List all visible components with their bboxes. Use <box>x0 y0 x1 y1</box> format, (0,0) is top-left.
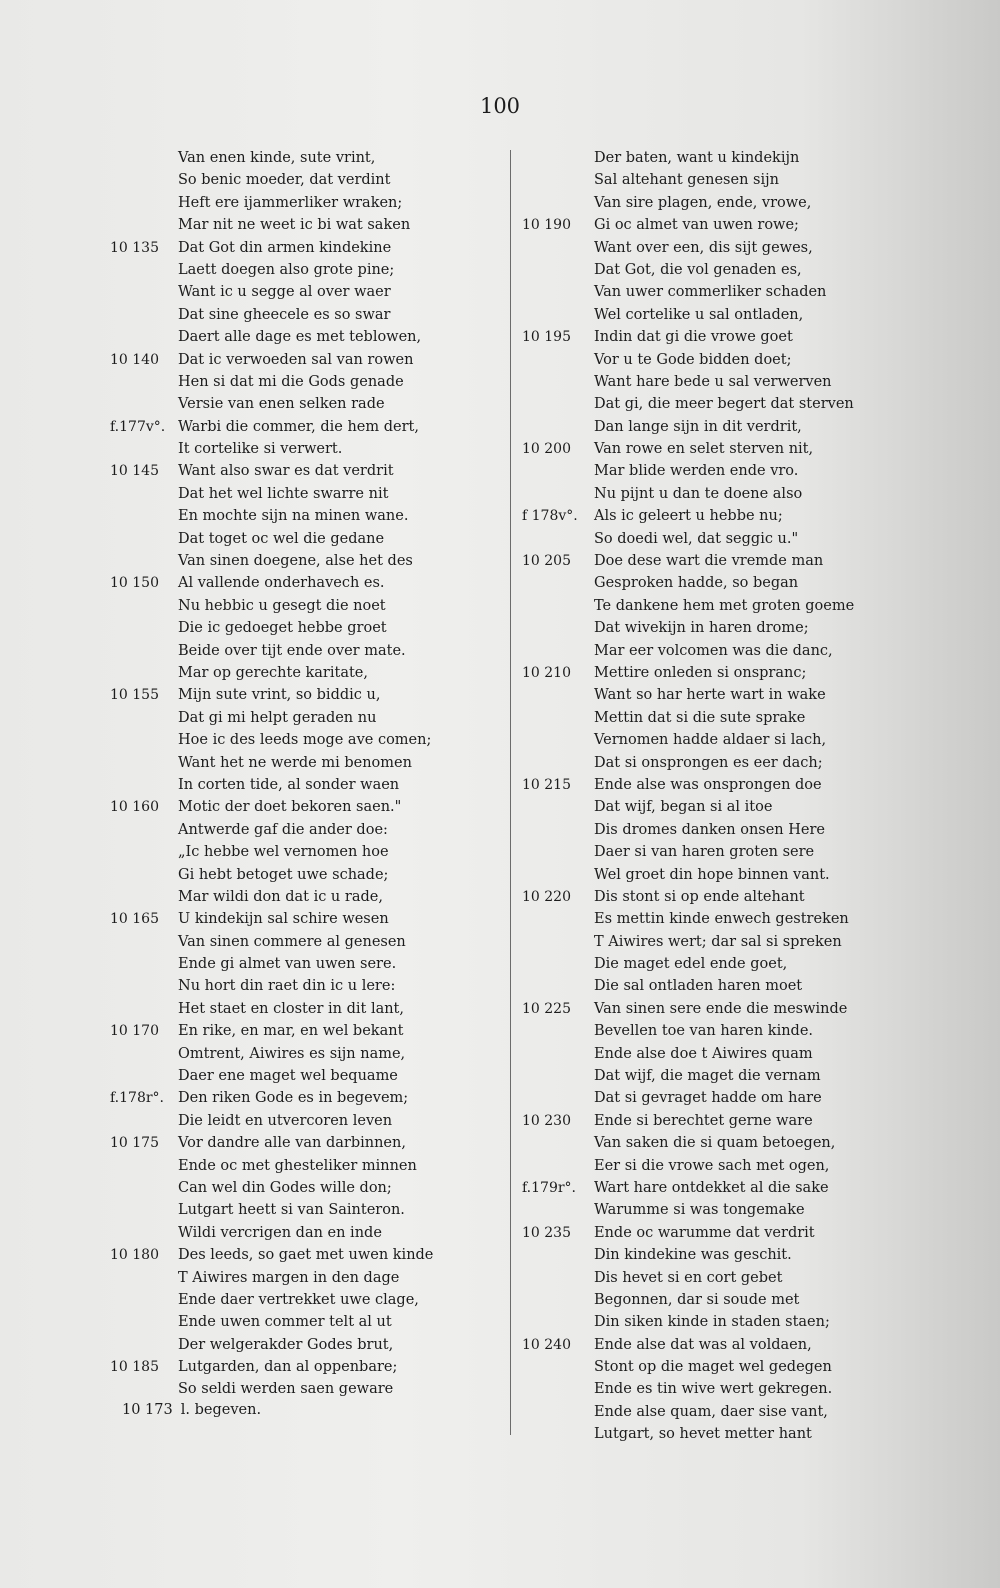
verse-line <box>522 304 887 326</box>
verse-line <box>522 819 887 841</box>
verse-text: Als ic geleert u hebbe nu; <box>594 508 783 525</box>
verse-text: Want also swar es dat verdrit <box>178 463 394 480</box>
line-number: 10 240 <box>522 1336 571 1353</box>
footnote-line-number: 10 173 <box>122 1402 173 1418</box>
verse-text: Mar eer volcomen was die danc, <box>594 642 833 659</box>
verse-text: U kindekijn sal schire wesen <box>178 911 389 928</box>
verse-line <box>110 1222 455 1244</box>
verse-text: Lutgart, so hevet metter hant <box>594 1426 812 1443</box>
line-number: 10 140 <box>110 351 159 368</box>
verse-text: Laett doegen also grote pine; <box>178 261 395 278</box>
verse-line <box>110 998 455 1020</box>
verse-line <box>522 505 887 527</box>
verse-line <box>110 214 455 236</box>
verse-text: Warumme si was tongemake <box>594 1202 805 1219</box>
verse-text: Van enen kinde, sute vrint, <box>178 150 376 166</box>
verse-text: Vernomen hadde aldaer si lach, <box>594 732 827 749</box>
verse-text: Ende daer vertrekket uwe clage, <box>178 1291 419 1308</box>
verse-text: Die sal ontladen haren moet <box>594 978 803 995</box>
verse-line <box>110 617 455 639</box>
verse-text: Daert alle dage es met teblowen, <box>178 329 422 346</box>
verse-text: Want ic u segge al over waer <box>178 284 391 301</box>
verse-line <box>110 1110 455 1132</box>
verse-line <box>522 416 887 438</box>
verse-text: Beide over tijt ende over mate. <box>178 642 406 659</box>
verse-line <box>110 953 455 975</box>
verse-text: Indin dat gi die vrowe goet <box>594 329 793 346</box>
verse-text: Want so har herte wart in wake <box>594 687 826 704</box>
verse-text: Die maget edel ende goet, <box>594 956 788 973</box>
verse-line <box>522 908 887 930</box>
verse-line <box>110 886 455 908</box>
verse-text: Din siken kinde in staden staen; <box>594 1314 830 1331</box>
verse-line <box>522 1334 887 1356</box>
line-number: 10 230 <box>522 1112 571 1129</box>
verse-text: Van sinen commere al genesen <box>178 933 406 950</box>
verse-line <box>522 595 887 617</box>
verse-line <box>522 640 887 662</box>
line-number: 10 135 <box>110 239 159 256</box>
line-number: 10 170 <box>110 1023 159 1040</box>
verse-line <box>522 1222 887 1244</box>
verse-line <box>110 304 455 326</box>
verse-text: Nu hort din raet din ic u lere: <box>178 978 396 995</box>
verse-line <box>522 774 887 796</box>
verse-text: Vor dandre alle van darbinnen, <box>178 1135 406 1152</box>
verse-line <box>522 1311 887 1333</box>
verse-line <box>110 662 455 684</box>
verse-text: Motic der doet bekoren saen." <box>178 799 402 816</box>
verse-line <box>522 752 887 774</box>
verse-text: Dat toget oc wel die gedane <box>178 530 385 547</box>
verse-line <box>110 1065 455 1087</box>
verse-text: Ende es tin wive wert gekregen. <box>594 1381 833 1398</box>
verse-line <box>522 438 887 460</box>
line-number: f.179r°. <box>522 1179 576 1196</box>
verse-line <box>522 192 887 214</box>
verse-line <box>110 841 455 863</box>
verse-text: Gi hebt betoget uwe schade; <box>178 866 389 883</box>
verse-text: Sal altehant genesen sijn <box>594 172 779 189</box>
verse-line <box>110 774 455 796</box>
verse-text: Van sire plagen, ende, vrowe, <box>594 194 812 211</box>
verse-line <box>110 1289 455 1311</box>
verse-text: Den riken Gode es in begevem; <box>178 1090 409 1107</box>
verse-line <box>110 505 455 527</box>
verse-line <box>522 617 887 639</box>
verse-line <box>110 752 455 774</box>
verse-text: Gi oc almet van uwen rowe; <box>594 217 799 234</box>
verse-text: Die leidt en utvercoren leven <box>178 1112 393 1129</box>
verse-line <box>522 281 887 303</box>
verse-line <box>522 1087 887 1109</box>
line-number: 10 185 <box>110 1359 159 1376</box>
right-verse-column <box>522 147 887 1446</box>
verse-line <box>522 1043 887 1065</box>
verse-text: „Ic hebbe wel vernomen hoe <box>178 844 389 861</box>
verse-text: Dat Got din armen kindekine <box>178 239 392 256</box>
verse-text: Van rowe en selet sterven nit, <box>594 441 814 458</box>
verse-text: Can wel din Godes wille don; <box>178 1179 392 1196</box>
verse-line <box>522 1155 887 1177</box>
verse-line <box>110 259 455 281</box>
verse-line <box>110 1311 455 1333</box>
verse-text: Warbi die commer, die hem dert, <box>178 418 419 435</box>
verse-line <box>110 1020 455 1042</box>
verse-line <box>522 326 887 348</box>
verse-text: Nu hebbic u gesegt die noet <box>178 597 386 614</box>
verse-text: Gesproken hadde, so began <box>594 575 799 592</box>
verse-text: Ende gi almet van uwen sere. <box>178 956 397 973</box>
verse-text: Van saken die si quam betoegen, <box>594 1135 836 1152</box>
line-number: 10 200 <box>522 441 571 458</box>
verse-line <box>522 953 887 975</box>
verse-line <box>110 169 455 191</box>
verse-text: Want het ne werde mi benomen <box>178 754 412 771</box>
verse-text: Dat Got, die vol genaden es, <box>594 261 802 278</box>
line-number: f.177v°. <box>110 418 166 435</box>
footnote <box>122 1402 261 1418</box>
verse-text: Hen si dat mi die Gods genade <box>178 373 404 390</box>
line-number: 10 160 <box>110 799 159 816</box>
verse-line <box>110 349 455 371</box>
verse-text: Mettin dat si die sute sprake <box>594 709 806 726</box>
verse-line <box>110 1356 455 1378</box>
verse-text: Wart hare ontdekket al die sake <box>594 1179 829 1196</box>
verse-line <box>110 1199 455 1221</box>
verse-text: Dis stont si op ende altehant <box>594 888 805 905</box>
verse-line <box>522 259 887 281</box>
verse-line <box>110 371 455 393</box>
verse-line <box>522 1356 887 1378</box>
verse-line <box>522 393 887 415</box>
verse-line <box>522 1177 887 1199</box>
verse-text: Ende si berechtet gerne ware <box>594 1112 813 1129</box>
verse-text: Van sinen sere ende die meswinde <box>594 1000 848 1017</box>
verse-line <box>522 707 887 729</box>
verse-line <box>522 931 887 953</box>
line-number: 10 180 <box>110 1247 159 1264</box>
verse-line <box>110 1244 455 1266</box>
line-number: 10 195 <box>522 329 571 346</box>
verse-text: It cortelike si verwert. <box>178 441 343 458</box>
verse-text: Antwerde gaf die ander doe: <box>178 821 388 838</box>
verse-line <box>110 528 455 550</box>
verse-line <box>522 1132 887 1154</box>
verse-text: Dat si onsprongen es eer dach; <box>594 754 823 771</box>
line-number: 10 150 <box>110 575 159 592</box>
column-divider <box>510 150 511 1435</box>
verse-line <box>522 1199 887 1221</box>
verse-line <box>522 998 887 1020</box>
line-number: 10 205 <box>522 553 571 570</box>
verse-line <box>522 1289 887 1311</box>
verse-text: So seldi werden saen geware <box>178 1381 394 1398</box>
verse-line <box>522 1401 887 1423</box>
verse-line <box>522 1065 887 1087</box>
verse-text: Al vallende onderhavech es. <box>178 575 385 592</box>
verse-text: Mettire onleden si onspranc; <box>594 664 807 681</box>
verse-line <box>522 1267 887 1289</box>
verse-text: Dis dromes danken onsen Here <box>594 821 825 838</box>
verse-text: Van sinen doegene, alse het des <box>178 553 413 570</box>
verse-line <box>522 684 887 706</box>
verse-line <box>522 1020 887 1042</box>
left-verse-column <box>110 147 455 1401</box>
verse-line <box>522 349 887 371</box>
verse-text: Din kindekine was geschit. <box>594 1247 792 1264</box>
verse-line <box>522 550 887 572</box>
line-number: 10 190 <box>522 217 571 234</box>
verse-text: Daer ene maget wel bequame <box>178 1068 398 1085</box>
verse-line <box>110 684 455 706</box>
verse-line <box>110 819 455 841</box>
verse-text: Dat ic verwoeden sal van rowen <box>178 351 414 368</box>
verse-line <box>522 864 887 886</box>
verse-line <box>522 528 887 550</box>
verse-line <box>110 864 455 886</box>
verse-text: Dat si gevraget hadde om hare <box>594 1090 822 1107</box>
verse-line <box>522 886 887 908</box>
verse-line <box>110 707 455 729</box>
verse-text: In corten tide, al sonder waen <box>178 776 400 793</box>
verse-text: Es mettin kinde enwech gestreken <box>594 911 849 928</box>
footnote-text: l. begeven. <box>180 1402 262 1418</box>
verse-line <box>522 796 887 818</box>
verse-line <box>110 975 455 997</box>
verse-line <box>110 931 455 953</box>
verse-text: Omtrent, Aiwires es sijn name, <box>178 1045 406 1062</box>
line-number: 10 155 <box>110 687 159 704</box>
verse-text: En rike, en mar, en wel bekant <box>178 1023 404 1040</box>
verse-line <box>110 1087 455 1109</box>
verse-line <box>522 1244 887 1266</box>
verse-text: Dis hevet si en cort gebet <box>594 1269 783 1286</box>
verse-line <box>522 1378 887 1400</box>
verse-text: T Aiwires margen in den dage <box>178 1269 400 1286</box>
verse-text: Heft ere ijammerliker wraken; <box>178 194 403 211</box>
verse-text: Dat gi mi helpt geraden nu <box>178 709 377 726</box>
line-number: 10 145 <box>110 463 159 480</box>
verse-line <box>110 416 455 438</box>
verse-line <box>110 1155 455 1177</box>
verse-text: En mochte sijn na minen wane. <box>178 508 409 525</box>
verse-line <box>110 147 455 169</box>
verse-text: Mar op gerechte karitate, <box>178 664 368 681</box>
verse-line <box>110 1267 455 1289</box>
verse-line <box>110 572 455 594</box>
verse-text: Ende alse was onsprongen doe <box>594 776 822 793</box>
verse-text: Der welgerakder Godes brut, <box>178 1336 394 1353</box>
line-number: f 178v°. <box>522 508 578 525</box>
verse-line <box>522 841 887 863</box>
verse-text: Want hare bede u sal verwerven <box>594 373 832 390</box>
verse-line <box>110 1334 455 1356</box>
line-number: 10 175 <box>110 1135 159 1152</box>
verse-text: Daer si van haren groten sere <box>594 844 815 861</box>
verse-text: Hoe ic des leeds moge ave comen; <box>178 732 432 749</box>
verse-text: Mijn sute vrint, so biddic u, <box>178 687 381 704</box>
verse-text: Dat het wel lichte swarre nit <box>178 485 389 502</box>
verse-line <box>522 237 887 259</box>
verse-text: Nu pijnt u dan te doene also <box>594 485 803 502</box>
verse-line <box>110 550 455 572</box>
verse-line <box>110 729 455 751</box>
verse-line <box>522 975 887 997</box>
verse-text: So doedi wel, dat seggic u." <box>594 530 799 547</box>
verse-text: Ende oc warumme dat verdrit <box>594 1224 815 1241</box>
verse-text: Bevellen toe van haren kinde. <box>594 1023 814 1040</box>
verse-text: Eer si die vrowe sach met ogen, <box>594 1157 830 1174</box>
verse-line <box>110 192 455 214</box>
verse-text: Ende oc met ghesteliker minnen <box>178 1157 417 1174</box>
verse-text: Stont op die maget wel gedegen <box>594 1359 832 1376</box>
verse-line <box>110 483 455 505</box>
verse-line <box>110 1378 455 1400</box>
verse-text: Wel groet din hope binnen vant. <box>594 866 830 883</box>
verse-line <box>522 662 887 684</box>
line-number: 10 165 <box>110 911 159 928</box>
verse-line <box>110 796 455 818</box>
line-number: 10 210 <box>522 664 571 681</box>
verse-line <box>110 326 455 348</box>
verse-text: Mar wildi don dat ic u rade, <box>178 888 383 905</box>
verse-text: Ende alse quam, daer sise vant, <box>594 1403 828 1420</box>
verse-text: Mar nit ne weet ic bi wat saken <box>178 217 411 234</box>
verse-line <box>522 1110 887 1132</box>
verse-text: Begonnen, dar si soude met <box>594 1291 800 1308</box>
verse-line <box>110 908 455 930</box>
verse-text: Dat wijf, die maget die vernam <box>594 1068 821 1085</box>
verse-text: Vor u te Gode bidden doet; <box>594 351 792 368</box>
page-number: 100 <box>479 94 521 118</box>
line-number: f.178r°. <box>110 1090 164 1107</box>
verse-line <box>110 281 455 303</box>
verse-text: Dan lange sijn in dit verdrit, <box>594 418 802 435</box>
verse-line <box>110 460 455 482</box>
verse-text: Lutgart heett si van Sainteron. <box>178 1202 405 1219</box>
verse-text: Ende uwen commer telt al ut <box>178 1314 392 1331</box>
verse-line <box>522 460 887 482</box>
verse-line <box>522 147 887 169</box>
verse-line <box>110 595 455 617</box>
verse-line <box>110 1043 455 1065</box>
verse-text: Lutgarden, dan al oppenbare; <box>178 1359 398 1376</box>
verse-text: Dat wijf, began si al itoe <box>594 799 773 816</box>
verse-text: Des leeds, so gaet met uwen kinde <box>178 1247 434 1264</box>
verse-text: Dat wivekijn in haren drome; <box>594 620 809 637</box>
line-number: 10 235 <box>522 1224 571 1241</box>
line-number: 10 215 <box>522 776 571 793</box>
verse-text: Wel cortelike u sal ontladen, <box>594 306 804 323</box>
verse-line <box>110 640 455 662</box>
verse-text: Mar blide werden ende vro. <box>594 463 799 480</box>
verse-text: T Aiwires wert; dar sal si spreken <box>594 933 842 950</box>
line-number: 10 220 <box>522 888 571 905</box>
verse-line <box>522 1423 887 1445</box>
verse-text: Doe dese wart die vremde man <box>594 553 824 570</box>
verse-text: Versie van enen selken rade <box>178 396 385 413</box>
verse-text: Dat gi, die meer begert dat sterven <box>594 396 854 413</box>
verse-line <box>522 483 887 505</box>
verse-line <box>110 1132 455 1154</box>
verse-text: So benic moeder, dat verdint <box>178 172 391 189</box>
verse-text: Van uwer commerliker schaden <box>594 284 827 301</box>
verse-line <box>110 237 455 259</box>
verse-text: Ende alse dat was al voldaen, <box>594 1336 812 1353</box>
verse-line <box>522 214 887 236</box>
verse-line <box>110 438 455 460</box>
verse-line <box>522 572 887 594</box>
verse-text: Der baten, want u kindekijn <box>594 150 800 166</box>
verse-line <box>522 371 887 393</box>
verse-text: Ende alse doe t Aiwires quam <box>594 1045 813 1062</box>
verse-text: Want over een, dis sijt gewes, <box>594 239 813 256</box>
verse-text: Dat sine gheecele es so swar <box>178 306 391 323</box>
line-number: 10 225 <box>522 1000 571 1017</box>
verse-text: Die ic gedoeget hebbe groet <box>178 620 387 637</box>
verse-line <box>110 393 455 415</box>
verse-line <box>110 1177 455 1199</box>
verse-text: Wildi vercrigen dan en inde <box>178 1224 382 1241</box>
verse-text: Te dankene hem met groten goeme <box>594 597 855 614</box>
verse-line <box>522 729 887 751</box>
verse-line <box>522 169 887 191</box>
verse-text: Het staet en closter in dit lant, <box>178 1000 404 1017</box>
